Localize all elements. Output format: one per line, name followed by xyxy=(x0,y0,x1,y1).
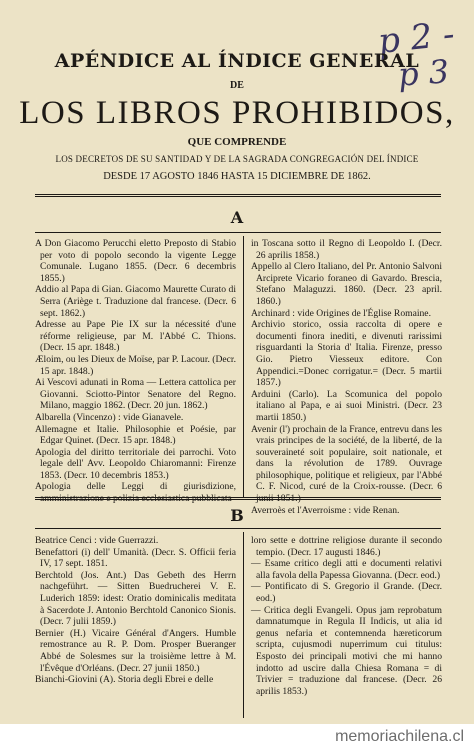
index-entry: Beatrice Cenci : vide Guerrazzi. xyxy=(35,535,159,546)
section-a-left-column xyxy=(35,238,236,505)
index-entry: Addio al Papa di Gian. Giacomo Maurette Curato di Serra (Ariège t. Traduzione dal francese. (Decr. 6 sept. 1862.) xyxy=(35,284,236,319)
section-a-rule xyxy=(35,232,441,233)
index-entry: Avenir (l') prochain de la France, entrevu dans les vrais principes de la société, de la liberté, de la souveraineté soit populaire, soit nationale, et dans la révolution de 1789. Ouvrage philosophique, politique et religieux, par l'Abbé C. F. Nicod, curé de la Croix-rousse. (Decr. 6 junii 1851.) xyxy=(251,423,442,505)
section-a-right-column xyxy=(251,238,442,516)
title-libros-prohibidos: LOS LIBROS PROHIBIDOS, xyxy=(19,95,455,131)
index-entry: Apologia del diritto territoriale dei parrochi. Voto legale dell' Avv. Leopoldo Chiaromanni: Firenze 1853. (Decr. 10 decembris 1853.) xyxy=(35,446,236,481)
subtitle-dates: DESDE 17 AGOSTO 1846 HASTA 15 DICIEMBRE DE 1862. xyxy=(103,171,371,182)
subtitle-decretos: LOS DECRETOS DE SU SANTIDAD Y DE LA SAGRADA CONGREGACIÓN DEL ÍNDICE xyxy=(55,154,419,164)
header-rule xyxy=(35,194,441,197)
section-b-rule xyxy=(35,528,441,529)
section-letter-b: B xyxy=(230,506,244,525)
index-entry: Allemagne et Italie. Philosophie et Poésie, par Edgar Quinet. (Decr. 15 apr. 1848.) xyxy=(35,423,236,447)
index-entry: Bernier (H.) Vicaire Général d'Angers. Humble remostrance au R. P. Dom. Prosper Bueranger Abbé de Solesmes sur la troisième lettre à M. l'Évêque d'Orléans. (Decr. 27 junii 1850.) xyxy=(35,627,236,674)
section-letter-a: A xyxy=(230,208,244,227)
index-entry: Æloim, ou les Dieux de Moïse, par P. Lacour. (Decr. 15 apr. 1848.) xyxy=(35,353,236,377)
index-entry: Benefattori (i) dell' Umanità. (Decr. S. Officii feria IV, 17 sept. 1851. xyxy=(35,546,236,570)
column-divider-a xyxy=(243,236,244,498)
index-entry: Apologia delle Leggi di giurisdizione, amministrazione e polizia ecclesiastica pubblicata xyxy=(35,481,236,505)
index-entry: Albarella (Vincenzo) : vide Gianavele. xyxy=(35,411,184,423)
title-apendice: APÉNDICE AL ÍNDICE GENERAL xyxy=(54,50,420,72)
index-entry: — Pontificato di S. Gregorio il Grande. (Decr. eod.) xyxy=(251,581,442,604)
index-entry: Appello al Clero Italiano, del Pr. Antonio Salvoni Arciprete Vicario foraneo di Gavardo. Brescia, Stefano Malaguzzi. 1860. (Decr. 23 april. 1860.) xyxy=(251,261,442,307)
subtitle-que-comprende: QUE COMPRENDE xyxy=(187,136,287,148)
section-a-end-rule xyxy=(35,497,441,500)
index-entry: Adresse au Pape Pie IX sur la nécessité d'une réforme religieuse, par M. l'Abbé C. Thions. (Decr. 15 apr. 1848.) xyxy=(35,319,236,354)
watermark-memoriachilena[interactable]: memoriachilena.cl xyxy=(335,728,464,745)
handwritten-note-2: p 3 xyxy=(396,52,451,94)
index-entry: A Don Giacomo Perucchi eletto Preposto di Stabio per voto di popolo secondo la vigente Legge Comunale. Lugano 1855. (Decr. 6 decembris 1855.) xyxy=(35,238,236,284)
index-entry: — Critica degli Evangeli. Opus jam reprobatum damnatumque in Regula II Indicis, ut alia id genus nefaria et contemnenda hæreticorum scripta, cujusmodi nuperrimum cui titulus: Esposto dei principali motivi che mi hanno indotto ad uscire dalla Chiesa Romana = di Trivier = traduzione dal francese. (Decr. 26 aprilis 1853.) xyxy=(251,604,442,697)
index-entry: Berchtold (Jos. Ant.) Das Gebeth des Herrn nachgeführt. — Sitten Buedrucherei V. E. Luderich 1859: idest: Oratio dominicalis meditata à Sacerdote J. Antonio Berchtold Canonico Sionis. (Decr. 7 julii 1859.) xyxy=(35,569,236,628)
index-entry: Ai Vescovi adunati in Roma — Lettera cattolica per Giovanni. Sciotto-Pintor Senatore del Regno. Milano, maggio 1862. (Decr. 20 jun. 1862.) xyxy=(35,377,236,412)
index-entry: — Esame critico degli atti e documenti relativi alla favola della Papessa Giovanna. (Decr. eod.) xyxy=(251,558,442,581)
section-b-left-column xyxy=(35,535,236,686)
index-entry: Bianchi-Giovini (A). Storia degli Ebrei e delle xyxy=(35,674,214,686)
title-de: DE xyxy=(230,80,244,91)
index-entry: Averroès et l'Averroisme : vide Renan. xyxy=(251,504,400,516)
index-entry: loro sette e dottrine religiose durante il secondo tempio. (Decr. 17 augusti 1846.) xyxy=(251,535,442,558)
index-entry: Archinard : vide Origines de l'Église Romaine. xyxy=(251,307,431,319)
handwritten-note-1: p 2 - xyxy=(376,14,457,62)
index-entry: Archivio storico, ossia raccolta di opere e documenti finora inediti, e divenuti rarissimi risguardanti la Storia d' Italia. Firenze, presso Gio. Pietro Viesseux editore. Con Appendici.=Donec corrigatur.= (Decr. 5 martii 1857.) xyxy=(251,319,442,389)
section-b-right-column xyxy=(251,535,442,697)
index-entry: Arduini (Carlo). La Scomunica del popolo italiano al Papa, e ai suoi Ministri. (Decr. 23 martii 1850.) xyxy=(251,388,442,423)
index-entry: in Toscana sotto il Regno di Leopoldo I. (Decr. 26 aprilis 1858.) xyxy=(251,238,442,261)
column-divider-b xyxy=(243,532,244,718)
